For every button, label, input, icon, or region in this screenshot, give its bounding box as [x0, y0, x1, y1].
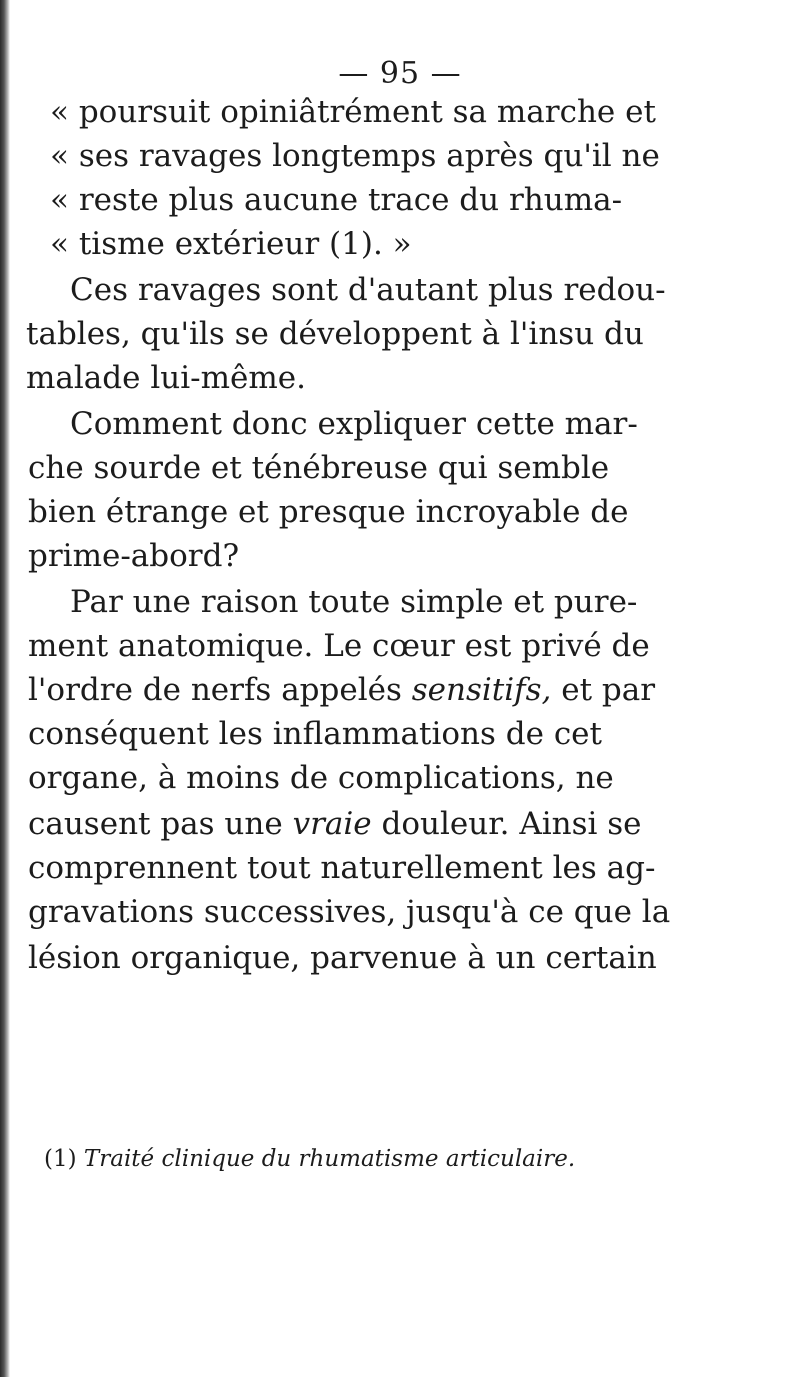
text-line-1: « poursuit opiniâtrément sa marche et: [50, 94, 656, 130]
text-line-9: che sourde et ténébreuse qui semble: [28, 450, 610, 486]
text-line-8: Comment donc expliquer cette mar-: [70, 406, 638, 442]
text-line-19: gravations successives, jusqu'à ce que la: [28, 894, 671, 930]
text-line-10: bien étrange et presque incroyable de: [28, 494, 629, 530]
text-line-15: conséquent les inflammations de cet: [28, 716, 602, 752]
footnote-text: Traité clinique du rhumatisme articulaire.: [76, 1146, 576, 1172]
text-line-5: Ces ravages sont d'autant plus redou-: [70, 272, 666, 308]
text-line-12: Par une raison toute simple et pure-: [70, 584, 638, 620]
text-line-16: organe, à moins de complications, ne: [28, 760, 614, 796]
text-line-2: « ses ravages longtemps après qu'il ne: [50, 138, 660, 174]
footnote-marker: (1): [44, 1146, 77, 1172]
text-line-3: « reste plus aucune trace du rhuma-: [50, 182, 623, 218]
text-line-14: l'ordre de nerfs appelés sensitifs, et par: [28, 672, 656, 708]
footnote: [44, 1146, 575, 1172]
text-line-11: prime-abord?: [28, 538, 240, 574]
page-number: — 95 —: [338, 56, 462, 91]
text-line-6: tables, qu'ils se développent à l'insu du: [26, 316, 644, 352]
binding-edge: [0, 0, 10, 1377]
text-line-18: comprennent tout naturellement les ag-: [28, 850, 656, 886]
italic-word-vraie: vraie: [292, 806, 372, 842]
text-line-20: lésion organique, parvenue à un certain: [28, 940, 657, 976]
text-line-4: « tisme extérieur (1). »: [50, 226, 412, 262]
italic-word-sensitifs: sensitifs,: [411, 672, 552, 708]
text-line-17: causent pas une vraie douleur. Ainsi se: [28, 806, 642, 842]
text-line-7: malade lui-même.: [26, 360, 306, 396]
text-line-13: ment anatomique. Le cœur est privé de: [28, 628, 650, 664]
